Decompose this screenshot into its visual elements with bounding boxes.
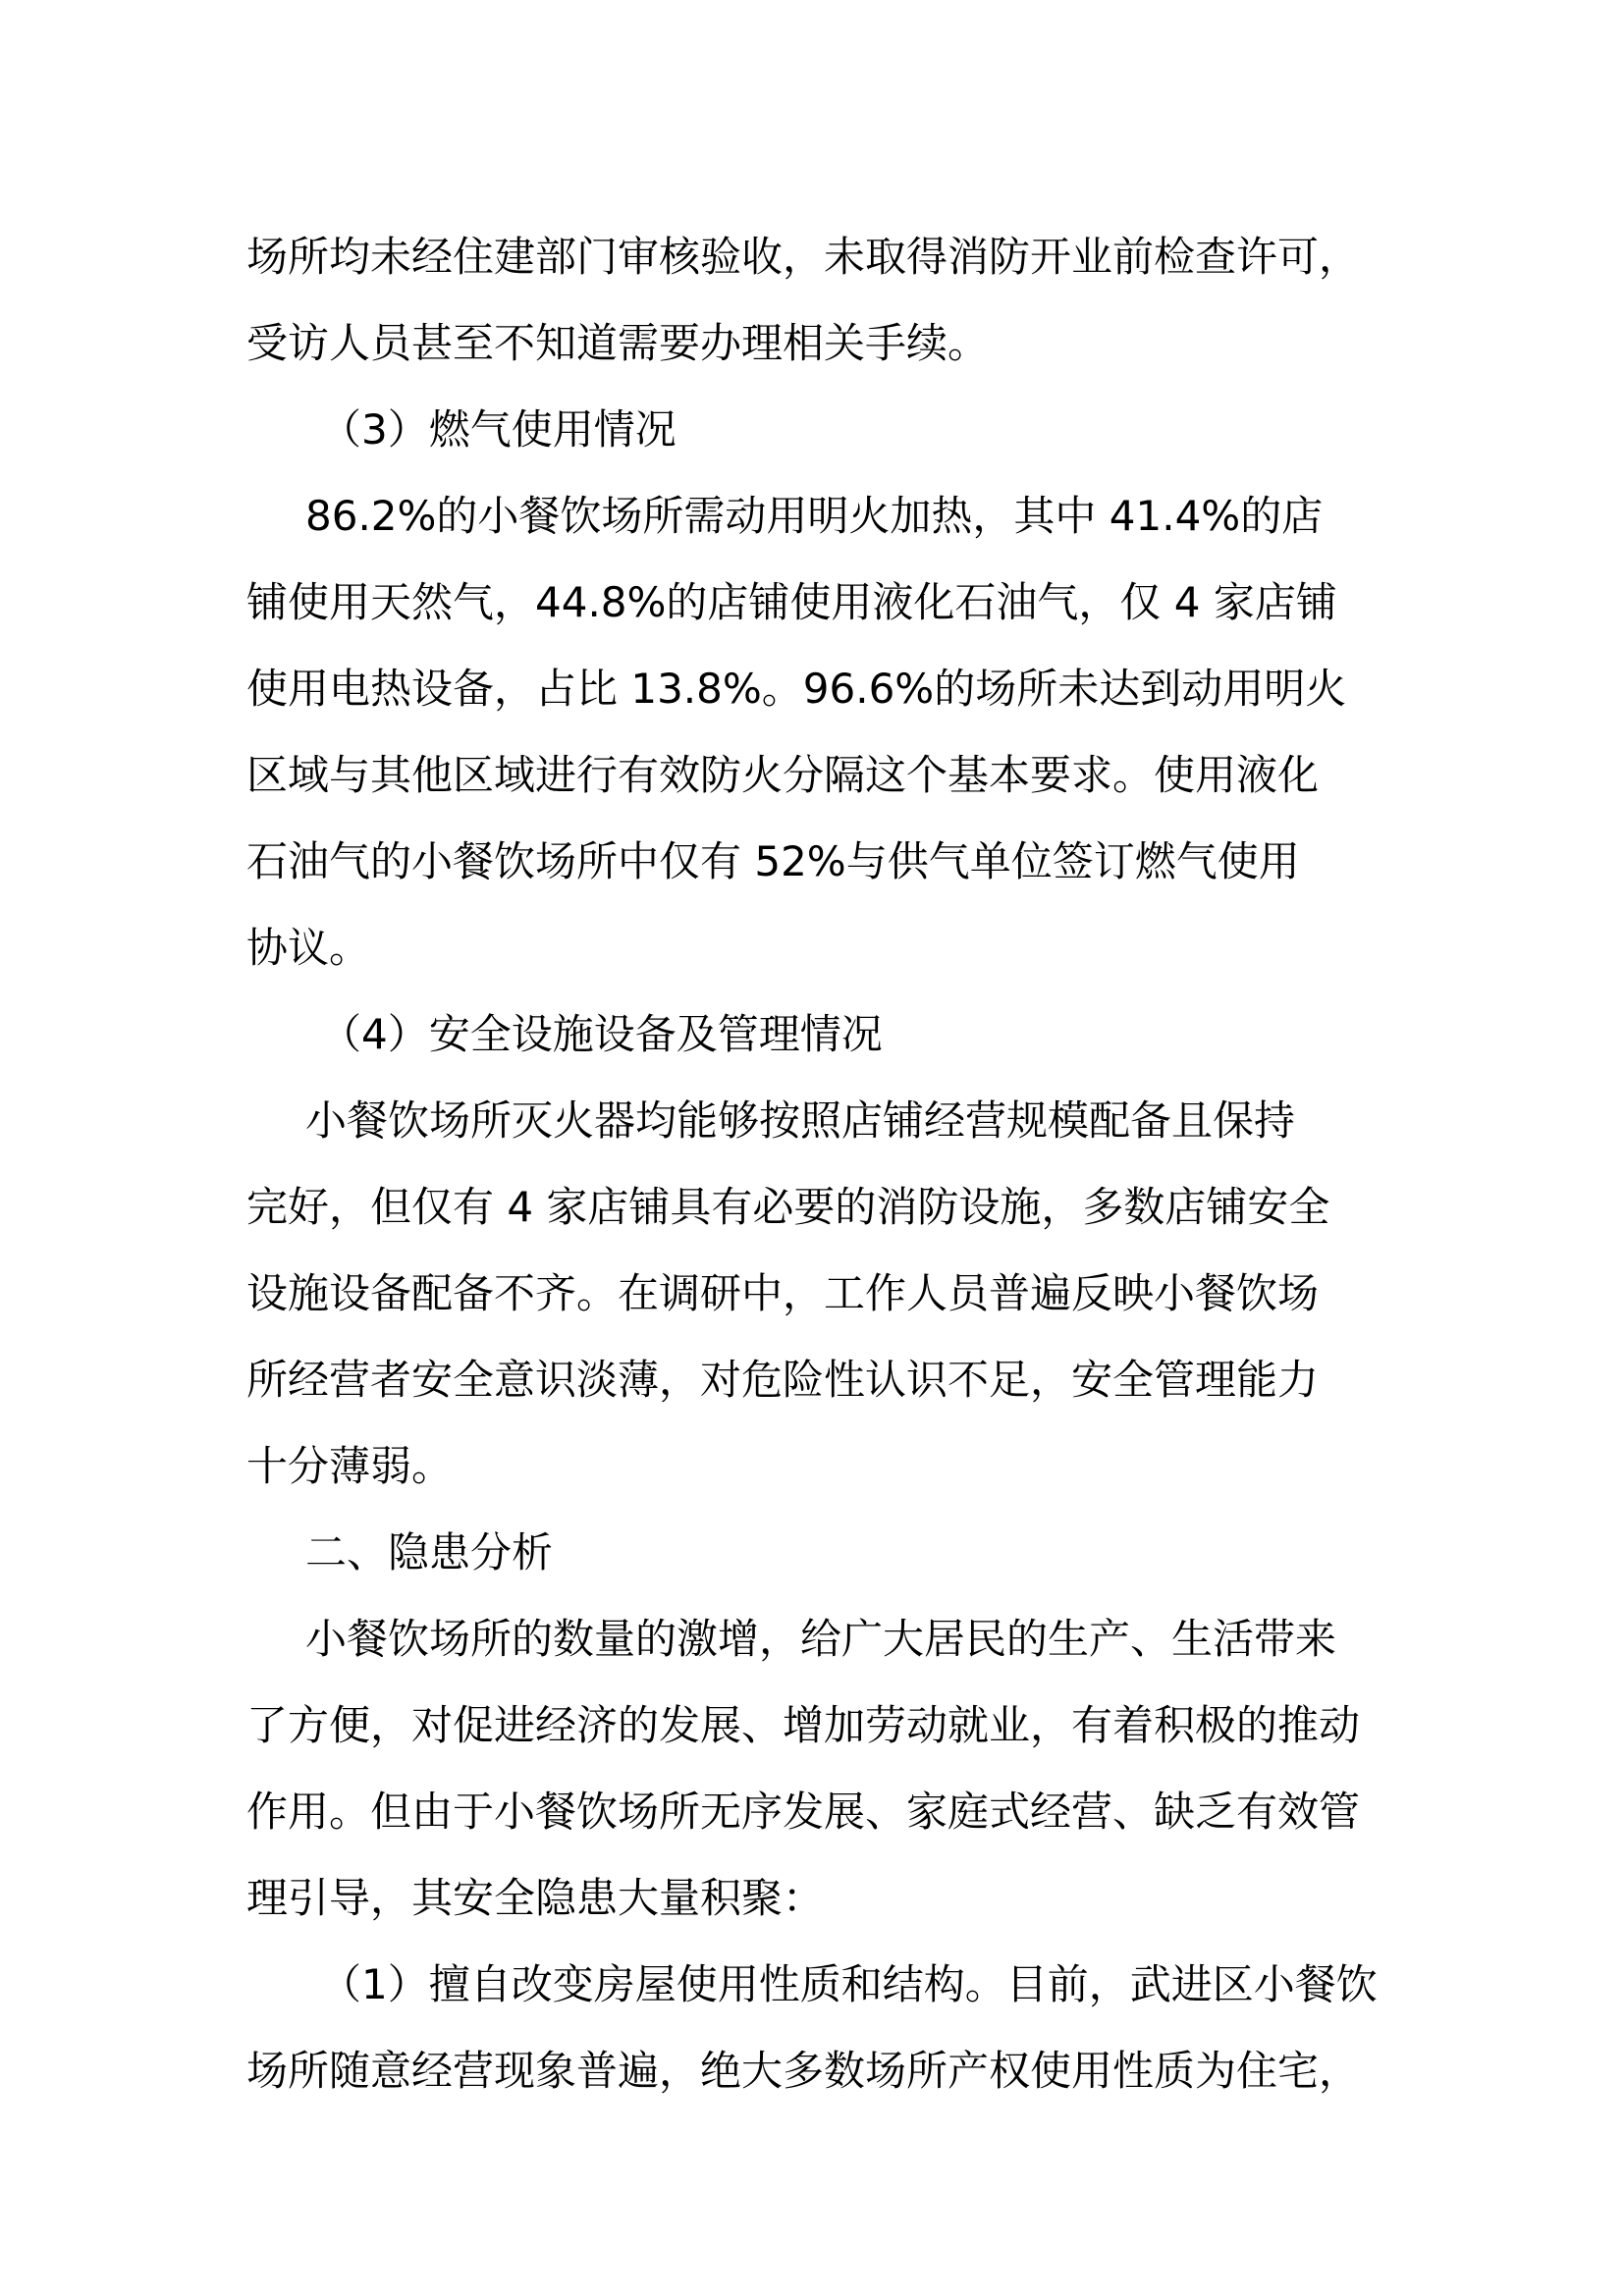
text-line: 86.2%的小餐饮场所需动用明火加热，其中 41.4%的店 (305, 492, 1324, 540)
text-line: 了方便，对促进经济的发展、增加劳动就业，有着积极的推动 (246, 1701, 1361, 1749)
text-line: 完好，但仅有 4 家店铺具有必要的消防设施，多数店铺安全 (246, 1183, 1330, 1231)
text-line: 协议。 (246, 924, 371, 972)
text-line: 所经营者安全意识淡薄，对危险性认识不足，安全管理能力 (246, 1356, 1320, 1404)
text-line: 场所随意经营现象普遍，绝大多数场所产权使用性质为住宅， (246, 2047, 1361, 2095)
text-line: 设施设备配备不齐。在调研中，工作人员普遍反映小餐饮场 (246, 1269, 1320, 1317)
text-line: 小餐饮场所灭火器均能够按照店铺经营规模配备且保持 (305, 1096, 1296, 1145)
text-line: 石油气的小餐饮场所中仅有 52%与供气单位签订燃气使用 (246, 837, 1300, 885)
text-line: 铺使用天然气，44.8%的店铺使用液化石油气，仅 4 家店铺 (246, 578, 1337, 626)
text-line: 区域与其他区域进行有效防火分隔这个基本要求。使用液化 (246, 751, 1320, 799)
text-line: （1）擅自改变房屋使用性质和结构。目前，武进区小餐饮 (320, 1960, 1378, 2008)
text-line: 小餐饮场所的数量的激增，给广大居民的生产、生活带来 (305, 1615, 1337, 1663)
section-heading: 二、隐患分析 (305, 1528, 554, 1576)
text-line: 使用电热设备，占比 13.8%。96.6%的场所未达到动用明火 (246, 665, 1347, 713)
section-heading: （3）燃气使用情况 (320, 405, 677, 454)
text-line: 十分薄弱。 (246, 1442, 454, 1490)
text-line: 作用。但由于小餐饮场所无序发展、家庭式经营、缺乏有效管 (246, 1788, 1361, 1836)
text-line: 受访人员甚至不知道需要办理相关手续。 (246, 319, 990, 367)
section-heading: （4）安全设施设备及管理情况 (320, 1010, 883, 1058)
text-line: 理引导，其安全隐患大量积聚： (246, 1874, 825, 1922)
text-line: 场所均未经住建部门审核验收，未取得消防开业前检查许可， (246, 233, 1361, 281)
